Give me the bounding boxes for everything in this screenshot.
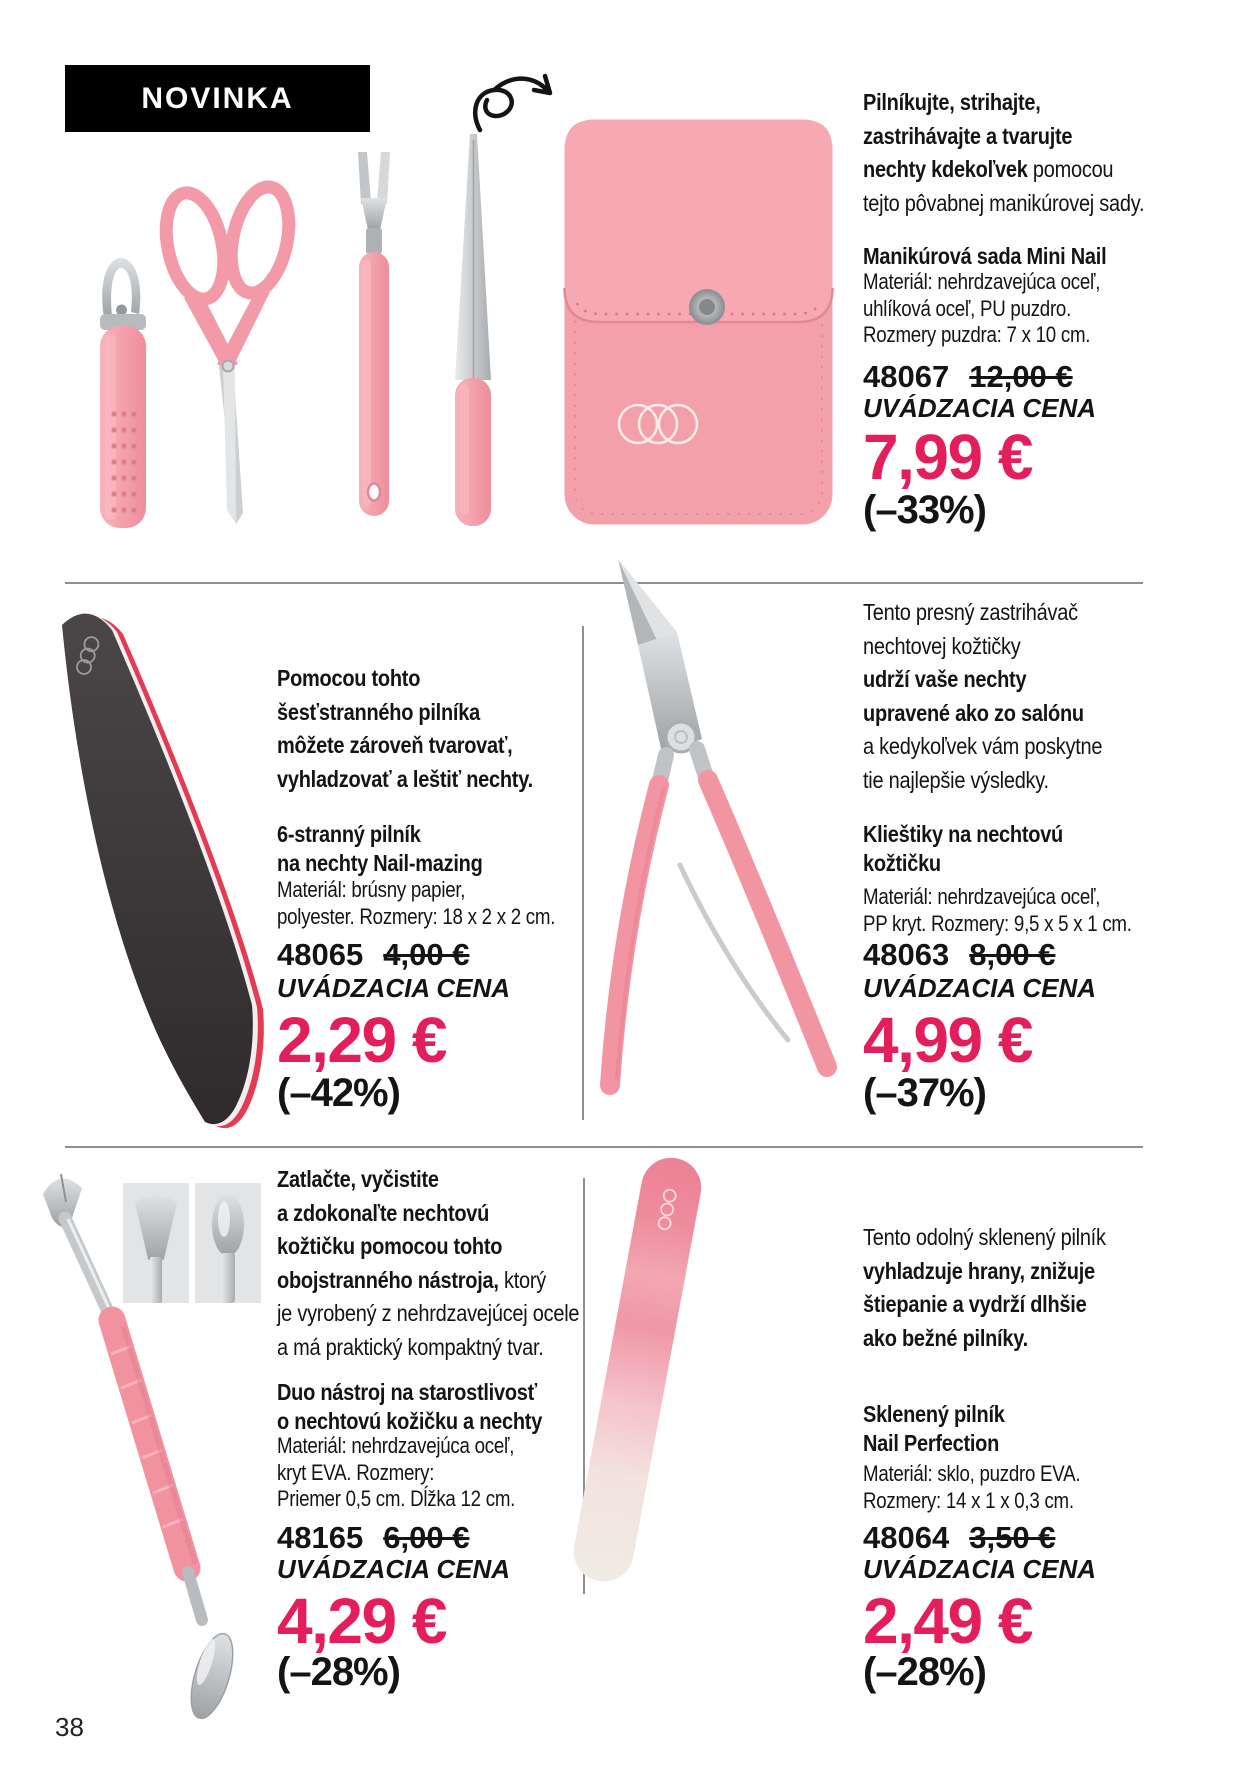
product-code: 48067 xyxy=(863,359,950,394)
product-details: Materiál: nehrdzavejúca oceľ, uhlíková oceľ, PU puzdro. Rozmery puzdra: 7 x 10 cm. xyxy=(863,269,1101,347)
product-description: Pilníkujte, strihajte, zastrihávajte a tvarujte nechty kdekoľvek pomocou tejto pôvabnej manikúrovej sady. xyxy=(863,89,1145,216)
spoon-tip-drawing xyxy=(195,1183,261,1303)
product-details: Materiál: sklo, puzdro EVA. Rozmery: 14 x 1 x 0,3 cm. xyxy=(863,1461,1081,1513)
product-code: 48165 xyxy=(277,1520,364,1555)
novinka-badge xyxy=(65,65,370,132)
page-number: 38 xyxy=(55,1712,84,1742)
product-code-and-old-price xyxy=(863,938,1055,972)
price-label: UVÁDZACIA CENA xyxy=(863,1554,1097,1584)
glass-nail-file-photo xyxy=(569,1153,706,1587)
price-label: UVÁDZACIA CENA xyxy=(863,973,1097,1003)
product-code-and-old-price xyxy=(863,360,1073,394)
product-code-and-old-price xyxy=(277,938,469,972)
product-code: 48065 xyxy=(277,937,364,972)
novinka-label: NOVINKA xyxy=(141,81,294,115)
metal-nail-file-photo xyxy=(444,132,502,528)
cuticle-nippers-photo xyxy=(580,545,840,1115)
product-code: 48063 xyxy=(863,937,950,972)
product-name: Klieštiky na nechtovú kožtičku xyxy=(863,821,1064,876)
cuticle-trimmer-photo xyxy=(346,148,402,528)
product-details: Materiál: brúsny papier, polyester. Rozmery: 18 x 2 x 2 cm. xyxy=(277,877,556,929)
current-price: 7,99 € xyxy=(863,421,1032,493)
pusher-tip-drawing xyxy=(123,1183,189,1303)
discount-percent: (–33%) xyxy=(863,488,986,532)
product-name: Sklenený pilník Nail Perfection xyxy=(863,1401,1005,1456)
price-label: UVÁDZACIA CENA xyxy=(277,973,511,1003)
product-details: Materiál: nehrdzavejúca oceľ, kryt EVA. Rozmery: Priemer 0,5 cm. Dĺžka 12 cm. xyxy=(277,1433,516,1511)
product-code-and-old-price xyxy=(277,1521,469,1555)
product-code: 48064 xyxy=(863,1520,950,1555)
pink-pouch-photo xyxy=(563,118,834,526)
old-price: 3,50 € xyxy=(969,1520,1056,1555)
current-price: 4,29 € xyxy=(277,1585,446,1657)
product-description: Tento presný zastrihávač nechtovej kožtičky udrží vaše nechty upravené ako zo salónu a kedykoľvek vám poskytne tie najlepšie výsledky. xyxy=(863,599,1103,793)
discount-percent: (–28%) xyxy=(863,1650,986,1694)
current-price: 2,49 € xyxy=(863,1585,1032,1657)
product-code-and-old-price xyxy=(863,1521,1055,1555)
product-name: 6-stranný pilník na nechty Nail-mazing xyxy=(277,821,483,876)
product-name: Manikúrová sada Mini Nail xyxy=(863,243,1107,269)
product-name: Duo nástroj na starostlivosť o nechtovú kožičku a nechty xyxy=(277,1379,543,1434)
product-description: Zatlačte, vyčistite a zdokonaľte nechtovú kožtičku pomocou tohto obojstranného nástroja, ktorý je vyrobený z nehrdzavejúcej ocele a má praktický kompaktný tvar. xyxy=(277,1166,580,1360)
brand-monogram xyxy=(649,1185,685,1237)
discount-percent: (–37%) xyxy=(863,1071,986,1115)
product-details: Materiál: nehrdzavejúca oceľ, PP kryt. Rozmery: 9,5 x 5 x 1 cm. xyxy=(863,884,1132,936)
section-divider-bottom xyxy=(65,1146,1143,1148)
old-price: 4,00 € xyxy=(383,937,470,972)
product-description: Pomocou tohto šesťstranného pilníka môžete zároveň tvarovať, vyhladzovať a leštiť nechty. xyxy=(277,665,533,792)
nail-scissors-photo xyxy=(148,158,308,538)
discount-percent: (–42%) xyxy=(277,1071,400,1115)
old-price: 8,00 € xyxy=(969,937,1056,972)
current-price: 2,29 € xyxy=(277,1004,446,1076)
pusher-tip-inset-photo xyxy=(123,1183,189,1303)
old-price: 6,00 € xyxy=(383,1520,470,1555)
discount-percent: (–28%) xyxy=(277,1650,400,1694)
price-label: UVÁDZACIA CENA xyxy=(863,393,1097,423)
current-price: 4,99 € xyxy=(863,1004,1032,1076)
price-label: UVÁDZACIA CENA xyxy=(277,1554,511,1584)
old-price: 12,00 € xyxy=(969,359,1073,394)
product-description: Tento odolný sklenený pilník vyhladzuje hrany, znižuje štiepanie a vydrží dlhšie ako bežné pilníky. xyxy=(863,1224,1106,1351)
curved-nail-file-photo xyxy=(40,595,265,1135)
spoon-tip-inset-photo xyxy=(195,1183,261,1303)
